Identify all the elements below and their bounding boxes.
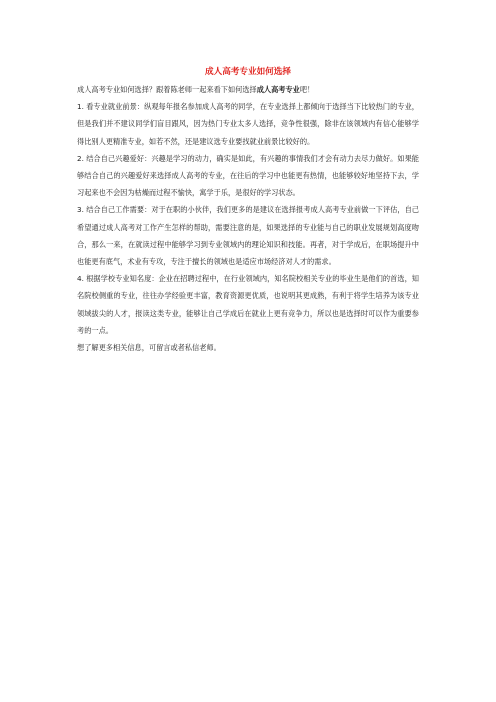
intro-suffix: 吧！: [299, 85, 315, 94]
closing-paragraph: 想了解更多相关信息，可留言或者私信老师。: [77, 343, 221, 353]
paragraph-interests: 2. 结合自己兴趣爱好：兴趣是学习的动力，确实是如此，有兴趣的事情我们才会有动力去尽力做好。如果能够结合自己的兴趣爱好来选择成人高考的专业，在往后的学习中也能更有热情，也能够较好地坚持下去，学习起来也不会因为枯燥而过程不愉快，寓学于乐，是很好的学习状态。: [77, 153, 419, 198]
paragraph-employment-prospects: 1. 看专业就业前景：纵观每年报名参加成人高考的同学，在专业选择上都倾向于选择当下比较热门的专业，但是我们并不建议同学们盲目跟风，因为热门专业太多人选择，竞争性很强，除非在该领域内有信心能够学得比别人更精准专业，如若不然，还是建议选专业要找就业前景比较好的。: [77, 102, 419, 146]
intro-text: 成人高考专业如何选择？跟着陈老师一起来看下如何选择: [77, 85, 257, 94]
document-title: 成人高考专业如何选择: [205, 67, 291, 77]
paragraph-school-reputation: 4. 根据学校专业知名度：企业在招聘过程中，在行业领域内，知名院校相关专业的毕业生是他们的首选，知名院校侧重的专业，往往办学经验更丰富，教育资源更优质，也说明其更成熟，有利于将学生培养为该专业领域拔尖的人才，报读这类专业，能够让自己学成后在就业上更有竞争力，所以也是选择时可以作为重要参考的一点。: [77, 274, 419, 335]
document-page: [77, 66, 419, 356]
intro-bold-keyword: 成人高考专业: [256, 85, 300, 94]
paragraph-work-needs: 3. 结合自己工作需要：对于在职的小伙伴，我们更多的是建议在选择报考成人高考专业前做一下评估，自己希望通过成人高考对工作产生怎样的帮助，需要注意的是，如果选择的专业能与自己的职业发展规划高度吻合，那么一来，在就读过程中能够学习到专业领域内的理论知识和技能。再者，对于学成后，在职场提升中也能更有底气，术业有专攻，专注于擅长的领域也是适应市场经济对人才的需求。: [77, 205, 419, 267]
intro-paragraph: [77, 81, 419, 98]
